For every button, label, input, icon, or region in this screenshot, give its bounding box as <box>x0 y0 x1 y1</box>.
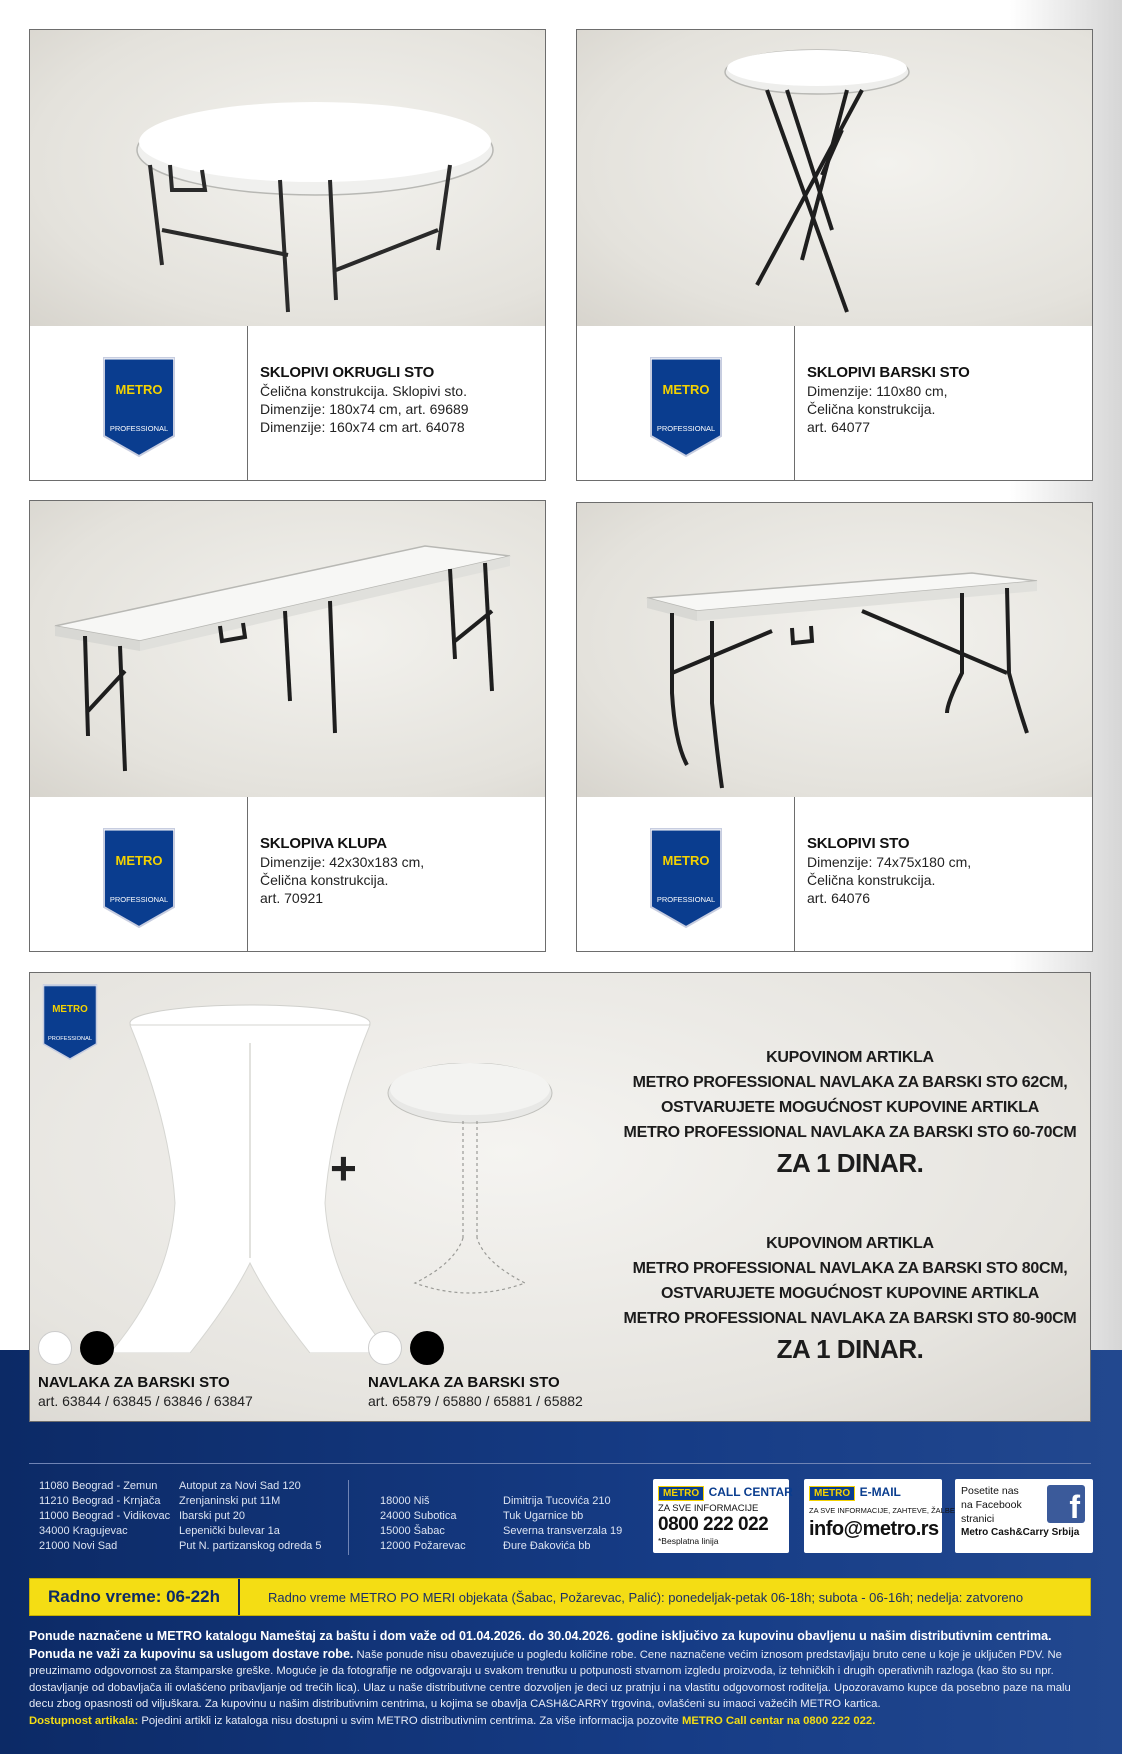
offer-1 <box>590 1045 1110 1181</box>
product-title: SKLOPIVI STO <box>807 835 910 852</box>
bench-illustration <box>30 501 545 799</box>
footer-divider <box>29 1463 1091 1464</box>
product-line: Dimenzije: 180x74 cm, art. 69689 <box>260 401 469 417</box>
product-line: art. 70921 <box>260 890 324 906</box>
facebook-icon[interactable]: f <box>1047 1485 1085 1523</box>
store-city: 11210 Beograd - Krnjača <box>39 1495 161 1507</box>
availability-text: Pojedini artikli iz kataloga nisu dostupni u svim METRO distributivnim centrima. Za više informacija pozovite <box>138 1714 682 1727</box>
product-line: Dimenzije: 74x75x180 cm, <box>807 854 972 870</box>
product-photo <box>30 501 545 799</box>
svg-text:METRO: METRO <box>115 853 163 868</box>
svg-text:PROFESSIONAL: PROFESSIONAL <box>656 895 716 904</box>
store-row <box>39 1524 321 1539</box>
product-description <box>807 835 1082 907</box>
svg-text:METRO: METRO <box>115 382 163 397</box>
svg-text:PROFESSIONAL: PROFESSIONAL <box>109 424 169 433</box>
metro-logo-cell <box>30 797 248 951</box>
store-city: 18000 Niš <box>380 1495 430 1507</box>
swatch-white[interactable] <box>368 1331 402 1365</box>
offer-price: ZA 1 DINAR. <box>776 1334 924 1364</box>
offer-line: METRO PROFESSIONAL NAVLAKA ZA BARSKI STO 60-70CM <box>623 1124 1077 1141</box>
facebook-box[interactable] <box>955 1479 1093 1553</box>
store-address: Autoput za Novi Sad 120 <box>179 1480 301 1492</box>
call-center-box[interactable] <box>653 1479 793 1553</box>
store-row <box>380 1509 622 1524</box>
offer-line: METRO PROFESSIONAL NAVLAKA ZA BARSKI STO 80CM, <box>632 1260 1068 1277</box>
product-photo <box>30 30 545 328</box>
availability-label: Dostupnost artikala: <box>29 1714 139 1727</box>
legal-disclaimer <box>29 1628 1094 1729</box>
call-center-phone[interactable]: 0800 222 022 <box>658 1514 769 1535</box>
store-row <box>39 1479 321 1494</box>
metro-professional-logo <box>649 827 723 929</box>
product-line: Čelična konstrukcija. <box>260 872 389 888</box>
store-city: 12000 Požarevac <box>380 1540 466 1552</box>
promo-card-bar-table-covers <box>29 972 1091 1422</box>
product-description <box>260 364 535 436</box>
store-address: Đure Đakovića bb <box>503 1540 591 1552</box>
product-card-round-table <box>29 29 546 481</box>
working-hours-bar <box>29 1578 1091 1616</box>
store-row <box>380 1494 622 1509</box>
store-list-right <box>380 1494 622 1554</box>
cover-title: NAVLAKA ZA BARSKI STO <box>38 1374 230 1391</box>
bar-table-outline-illustration <box>385 1063 555 1303</box>
store-row <box>39 1494 321 1509</box>
folding-table-illustration <box>577 503 1092 799</box>
store-address: Tuk Ugarnice bb <box>503 1510 584 1522</box>
product-description <box>260 835 535 907</box>
offer-line: KUPOVINOM ARTIKLA <box>766 1049 934 1066</box>
product-photo <box>577 503 1092 799</box>
cover-title: NAVLAKA ZA BARSKI STO <box>368 1374 560 1391</box>
facebook-page-name: Metro Cash&Carry Srbija <box>961 1527 1080 1538</box>
metro-mini-logo: METRO <box>658 1486 704 1501</box>
call-center-title: CALL CENTAR <box>708 1485 793 1499</box>
svg-text:PROFESSIONAL: PROFESSIONAL <box>656 424 716 433</box>
availability-call: METRO Call centar na 0800 222 022. <box>681 1714 876 1727</box>
store-city: 24000 Subotica <box>380 1510 457 1522</box>
metro-logo-cell <box>577 326 795 480</box>
swatch-black[interactable] <box>410 1331 444 1365</box>
store-city: 11080 Beograd - Zemun <box>39 1480 158 1492</box>
working-hours-detail: Radno vreme METRO PO MERI objekata (Šabac, Požarevac, Palić): ponedeljak-petak 06-18h; subota - 06-16h; nedelja: zatvoreno <box>268 1589 1024 1605</box>
product-line: art. 64076 <box>807 890 871 906</box>
store-address: Put N. partizanskog odreda 5 <box>179 1540 322 1552</box>
svg-text:PROFESSIONAL: PROFESSIONAL <box>109 895 169 904</box>
store-address: Lepenički bulevar 1a <box>179 1525 280 1537</box>
store-row <box>39 1539 321 1554</box>
offer-line: OSTVARUJETE MOGUĆNOST KUPOVINE ARTIKLA <box>661 1099 1039 1116</box>
facebook-line: na Facebook <box>961 1499 1022 1511</box>
product-line: Dimenzije: 160x74 cm art. 64078 <box>260 419 465 435</box>
store-address: Dimitrija Tucovića 210 <box>503 1495 611 1507</box>
offer-line: METRO PROFESSIONAL NAVLAKA ZA BARSKI STO 62CM, <box>632 1074 1068 1091</box>
store-row <box>380 1524 622 1539</box>
product-line: art. 64077 <box>807 419 871 435</box>
product-description <box>807 364 1082 436</box>
store-city: 11000 Beograd - Vidikovac <box>39 1510 171 1522</box>
swatch-black[interactable] <box>80 1331 114 1365</box>
product-title: SKLOPIVI BARSKI STO <box>807 364 970 381</box>
legal-bold: Ponude naznačene u METRO katalogu Nameštaj za baštu i dom važe od 01.04.2026. do 30.04.2026. godine isključivo za kupovinu obavljenu u našim distributivnim centrima. Ponuda ne važi za kupovinu sa uslugom dostave robe. <box>29 1629 1052 1661</box>
cover-label-1 <box>38 1373 253 1411</box>
store-address: Zrenjaninski put 11M <box>179 1495 281 1507</box>
cover-art-numbers: art. 65879 / 65880 / 65881 / 65882 <box>368 1393 583 1409</box>
store-city: 15000 Šabac <box>380 1525 445 1537</box>
product-photo <box>577 30 1092 328</box>
product-line: Čelična konstrukcija. <box>807 872 936 888</box>
svg-text:METRO: METRO <box>662 853 710 868</box>
plus-sign: + <box>330 1142 357 1194</box>
offer-line: METRO PROFESSIONAL NAVLAKA ZA BARSKI STO 80-90CM <box>623 1310 1077 1327</box>
store-row <box>380 1539 622 1554</box>
metro-professional-logo <box>102 356 176 458</box>
metro-logo-cell <box>30 326 248 480</box>
working-hours-main: Radno vreme: 06-22h <box>30 1579 240 1615</box>
product-line: Dimenzije: 110x80 cm, <box>807 383 948 399</box>
product-card-bench <box>29 500 546 952</box>
footer-divider-vertical <box>348 1480 349 1555</box>
metro-professional-logo <box>42 983 98 1061</box>
store-city: 34000 Kragujevac <box>39 1525 128 1537</box>
call-center-subtitle: ZA SVE INFORMACIJE <box>658 1503 759 1514</box>
legal-normal: Naše ponude nisu obavezujuće u pogledu količine robe. Cene naznačene većim iznosom predstavljaju bruto cene u koje je uključen PDV. Ne preuzimamo odgovornost za štamparske greške. Moguće je da fotografije ne odgovaraju u svakom trenutku u potpunosti stvarnom izgledu proizvoda, iz tehničkih i drugih operativnih razloga (kao što su npr. dostavljanje od dobavljača ili ovlašćeno pribavljanje od trećih lica). Ulaz u naše distributivne centre dozvoljen je deci uz pratnju i na vlastitu odgovornost roditelja. Upozoravamo kupce da posebno paze na malu decu zbog opasnosti od viljuškara. Za kupovinu u našim distributivnim centrima, u kojima se obavlja CASH&CARRY trgovina, ovlašćeni su imaoci važećih METRO kartica. <box>29 1648 1071 1710</box>
store-row <box>39 1509 321 1524</box>
round-table-illustration <box>30 30 545 328</box>
email-title: E-MAIL <box>859 1485 901 1499</box>
svg-text:METRO: METRO <box>52 1004 88 1016</box>
product-title: SKLOPIVI OKRUGLI STO <box>260 364 435 381</box>
metro-professional-logo <box>649 356 723 458</box>
offer-price: ZA 1 DINAR. <box>776 1148 924 1178</box>
store-address: Severna transverzala 19 <box>503 1525 623 1537</box>
facebook-line: stranici <box>961 1513 995 1525</box>
offer-2 <box>590 1231 1110 1367</box>
store-address: Ibarski put 20 <box>179 1510 246 1522</box>
bar-table-illustration <box>577 30 1092 328</box>
store-city: 21000 Novi Sad <box>39 1540 118 1552</box>
product-title: SKLOPIVA KLUPA <box>260 835 387 852</box>
facebook-line: Posetite nas <box>961 1485 1019 1497</box>
email-address[interactable]: info@metro.rs <box>809 1518 939 1540</box>
metro-mini-logo: METRO <box>809 1486 855 1501</box>
product-card-folding-table <box>576 502 1093 952</box>
email-box[interactable] <box>804 1479 955 1553</box>
metro-professional-logo <box>102 827 176 929</box>
product-line: Čelična konstrukcija. Sklopivi sto. <box>260 383 467 399</box>
product-line: Čelična konstrukcija. <box>807 401 936 417</box>
metro-logo-cell <box>577 797 795 951</box>
swatch-white[interactable] <box>38 1331 72 1365</box>
offer-line: KUPOVINOM ARTIKLA <box>766 1235 934 1252</box>
svg-text:METRO: METRO <box>662 382 710 397</box>
call-center-note: *Besplatna linija <box>658 1536 719 1546</box>
product-line: Dimenzije: 42x30x183 cm, <box>260 854 425 870</box>
cover-art-numbers: art. 63844 / 63845 / 63846 / 63847 <box>38 1393 253 1409</box>
store-list-left <box>39 1479 321 1554</box>
svg-text:PROFESSIONAL: PROFESSIONAL <box>47 1036 93 1043</box>
cover-label-2 <box>368 1373 583 1411</box>
email-subtitle: ZA SVE INFORMACIJE, ZAHTEVE, ŽALBE <box>809 1506 955 1515</box>
offer-line: OSTVARUJETE MOGUĆNOST KUPOVINE ARTIKLA <box>661 1285 1039 1302</box>
product-card-bar-table <box>576 29 1093 481</box>
